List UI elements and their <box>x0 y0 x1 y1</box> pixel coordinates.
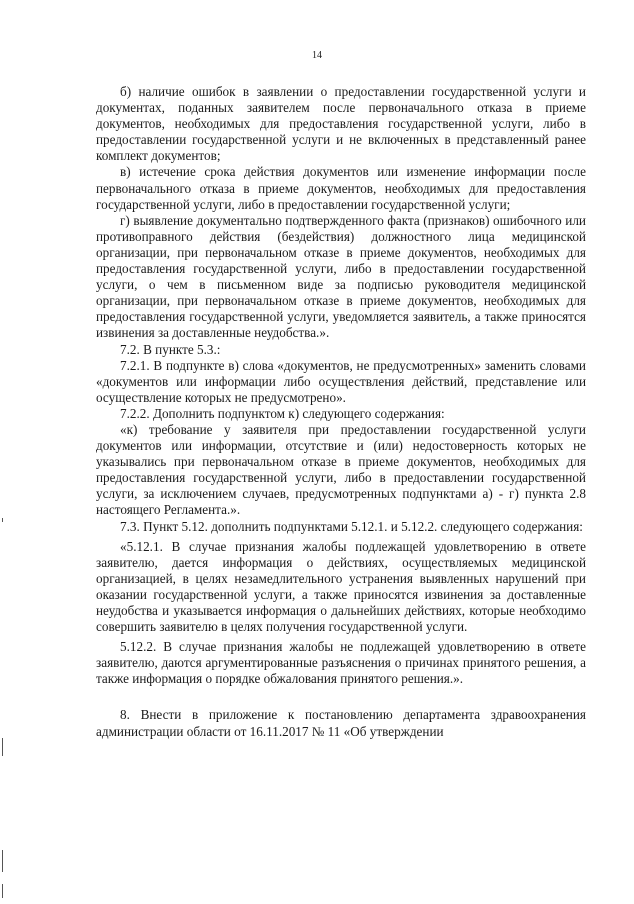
scan-edge-mark <box>2 518 3 522</box>
paragraph-7-2: 7.2. В пункте 5.3.: <box>120 341 221 357</box>
paragraph-v: в) истечение срока действия документов или изменение информации после первоначального отказа в приеме документов, необходимых для предоставления государственной услуги, либо в предоставлении государственной услуги; <box>96 164 586 212</box>
scan-edge-mark <box>2 884 3 898</box>
paragraph-8: 8. Внести в приложение к постановлению департамента здравоохранения администрации области от 16.11.2017 № 11 «Об утверждении <box>96 707 586 739</box>
document-body <box>96 84 586 740</box>
paragraph-5-12-1: «5.12.1. В случае признания жалобы подлежащей удовлетворению в ответе заявителю, дается информация о действиях, осуществляемых медицинской организацией, в целях незамедлительного устранения выявленных нарушений при оказании государственной услуги, а также приносятся извинения за доставленные неудобства и указывается информация о дальнейших действиях, которые необходимо совершить заявителю в целях получения государственной услуги. <box>96 538 586 635</box>
paragraph-k: «к) требование у заявителя при предоставлении государственной услуги документов или информации, отсутствие и (или) недостоверность которых не указывались при первоначальном отказе в приеме документов, необходимых для предоставления государственной услуги, либо в предоставлении государственной услуги, за исключением случаев, предусмотренных подпунктами а) - г) пункта 2.8 настоящего Регламента.». <box>96 421 586 518</box>
paragraph-7-2-2: 7.2.2. Дополнить подпунктом к) следующего содержания: <box>120 405 445 421</box>
page-number: 14 <box>312 50 322 61</box>
paragraph-b: б) наличие ошибок в заявлении о предоставлении государственной услуги и документах, поданных заявителем после первоначального отказа в приеме документов, необходимых для предоставления государственной услуги, либо в предоставлении государственной услуги и не включенных в представленный ранее комплект документов; <box>96 84 586 164</box>
scan-edge-mark <box>2 738 3 756</box>
paragraph-5-12-2: 5.12.2. В случае признания жалобы не подлежащей удовлетворению в ответе заявителю, даются аргументированные разъяснения о причинах принятого решения, а также информация о порядке обжалования принятого решения.». <box>96 639 586 687</box>
paragraph-g: г) выявление документально подтвержденного факта (признаков) ошибочного или противоправного действия (бездействия) должностного лица медицинской организации, при первоначальном отказе в приеме документов, необходимых для предоставления государственной услуги, либо в предоставлении государственной услуги, о чем в письменном виде за подписью руководителя медицинской организации, при первоначальном отказе в приеме документов, необходимых для предоставления государственной услуги, уведомляется заявитель, а также приносятся извинения за доставленные неудобства.». <box>96 212 586 341</box>
scan-edge-mark <box>2 850 3 872</box>
paragraph-7-3: 7.3. Пункт 5.12. дополнить подпунктами 5.12.1. и 5.12.2. следующего содержания: <box>120 518 583 534</box>
paragraph-7-2-1: 7.2.1. В подпункте в) слова «документов, не предусмотренных» заменить словами «документов или информации либо осуществления действий, представление или осуществление которых не предусмотрено». <box>96 357 586 405</box>
